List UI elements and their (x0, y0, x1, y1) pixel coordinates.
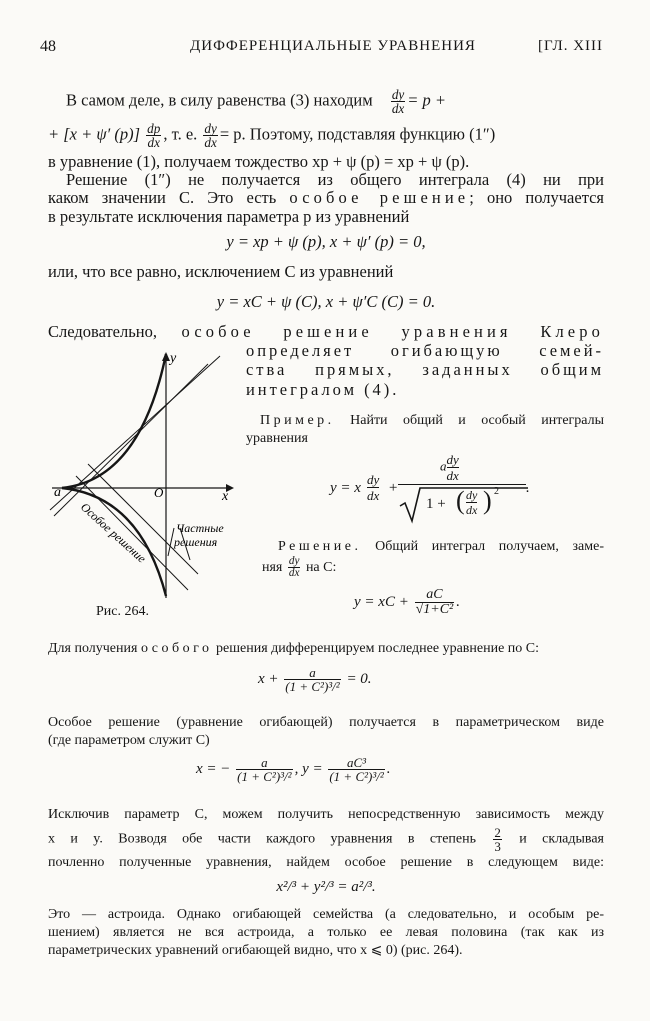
text-line: Исключив параметр C, можем получить непосредственную зависимость между (48, 807, 604, 822)
text-line: почленно полученные уравнения, найдем особое решение в следующем виде: (48, 855, 604, 870)
figure-264 (48, 348, 244, 600)
equation: y = xp + ψ (p), x + ψ′ (p) = 0, (226, 232, 426, 251)
equation-eq4: y = xC + $\frac{aC}{\text{√1+C²}}$ . (354, 587, 460, 617)
text-line: Это — астроида. Однако огибающей семейства (а следовательно, и особым ре- (48, 907, 604, 922)
running-title: ДИФФЕРЕНЦИАЛЬНЫЕ УРАВНЕНИЯ (190, 38, 476, 54)
particular-line (50, 356, 220, 510)
equation: y = xC + ψ (C), x + ψ′C (C) = 0. (216, 292, 436, 311)
text-line: каком значении C. Это есть особое решение; оно получается (48, 188, 605, 207)
text-line: Для получения особого решения дифференцируем последнее уравнение по C: (48, 641, 540, 656)
y-axis-label: y (170, 351, 177, 366)
singular-solution-label: Особое решение (77, 499, 149, 566)
text-line: Пример. Найти общий и особый интегралы (260, 413, 605, 428)
equation-eq5: x + $\frac{a}{\text{(1 + C²)³/²}}$ = 0. (258, 665, 372, 694)
particular-line (76, 476, 188, 590)
text-line: (где параметром служит C) (48, 733, 210, 748)
origin-label: O (154, 485, 164, 500)
text-line: x и y. Возводя обе части каждого уравнения в степень $\frac{2}{3}$ и складывая (48, 825, 604, 854)
text-line: параметрических уравнений огибающей видно, что x ⩽ 0) (рис. 264). (48, 943, 463, 958)
x-axis-label: x (222, 489, 229, 504)
page-number: 48 (40, 38, 56, 55)
text-line: Решение. Общий интеграл получаем, заме- (278, 539, 604, 554)
text-line: Следовательно, особое решение уравнения Клеро (48, 322, 605, 341)
text-line: + [x + ψ′ (p)] $\frac{dp}{dx}$ , т. е. $\frac{dy}{dx}$ = p. Поэтому, подставляя функцию (1″) (48, 121, 496, 151)
figure-caption: Рис. 264. (96, 604, 149, 619)
text-line: В самом деле, в силу равенства (3) находим $\frac{dy}{dx}$ = p + (66, 87, 447, 117)
equation-eq7: x²/³ + y²/³ = a²/³. (276, 879, 376, 895)
text-line: или, что все равно, исключением C из уравнений (48, 262, 394, 281)
text-line: няя $\frac{dy}{dx}$ на C: (262, 555, 337, 580)
chapter-ref: [ГЛ. XIII (538, 38, 604, 54)
text-line: уравнения (246, 431, 308, 446)
text-line: интегралом (4). (246, 380, 400, 399)
text-line: Решение (1″) не получается из общего интеграла (4) ни при (66, 170, 604, 189)
particular-label: решения (174, 535, 218, 549)
particular-line (54, 364, 208, 516)
equation-eq3: y = x dy dx + a $\frac{dy}{dx}$ 1 + ( dy dx ) 2 . (330, 450, 610, 525)
text-line: шением) является не вся астроида, а только ее левая половина (так как из (48, 925, 604, 940)
text-line: Особое решение (уравнение огибающей) получается в параметрическом виде (48, 715, 604, 730)
particular-label: Частные (176, 521, 224, 535)
text-line: ства прямых, заданных общим (246, 360, 604, 379)
equation-eq6: x = − $\frac{a}{\text{(1 + C²)³/²}}$ , y = $\frac{\text{aC³}}{\text{(1 + C²)³/²}}$ . (196, 755, 391, 784)
point-a-label: a (54, 485, 61, 500)
text-line: в результате исключения параметра p из уравнений (48, 207, 410, 226)
text-line: в уравнение (1), получаем тождество xp + ψ (p) = xp + ψ (p). (48, 152, 470, 171)
text-line: определяет огибающую семей- (246, 341, 604, 360)
